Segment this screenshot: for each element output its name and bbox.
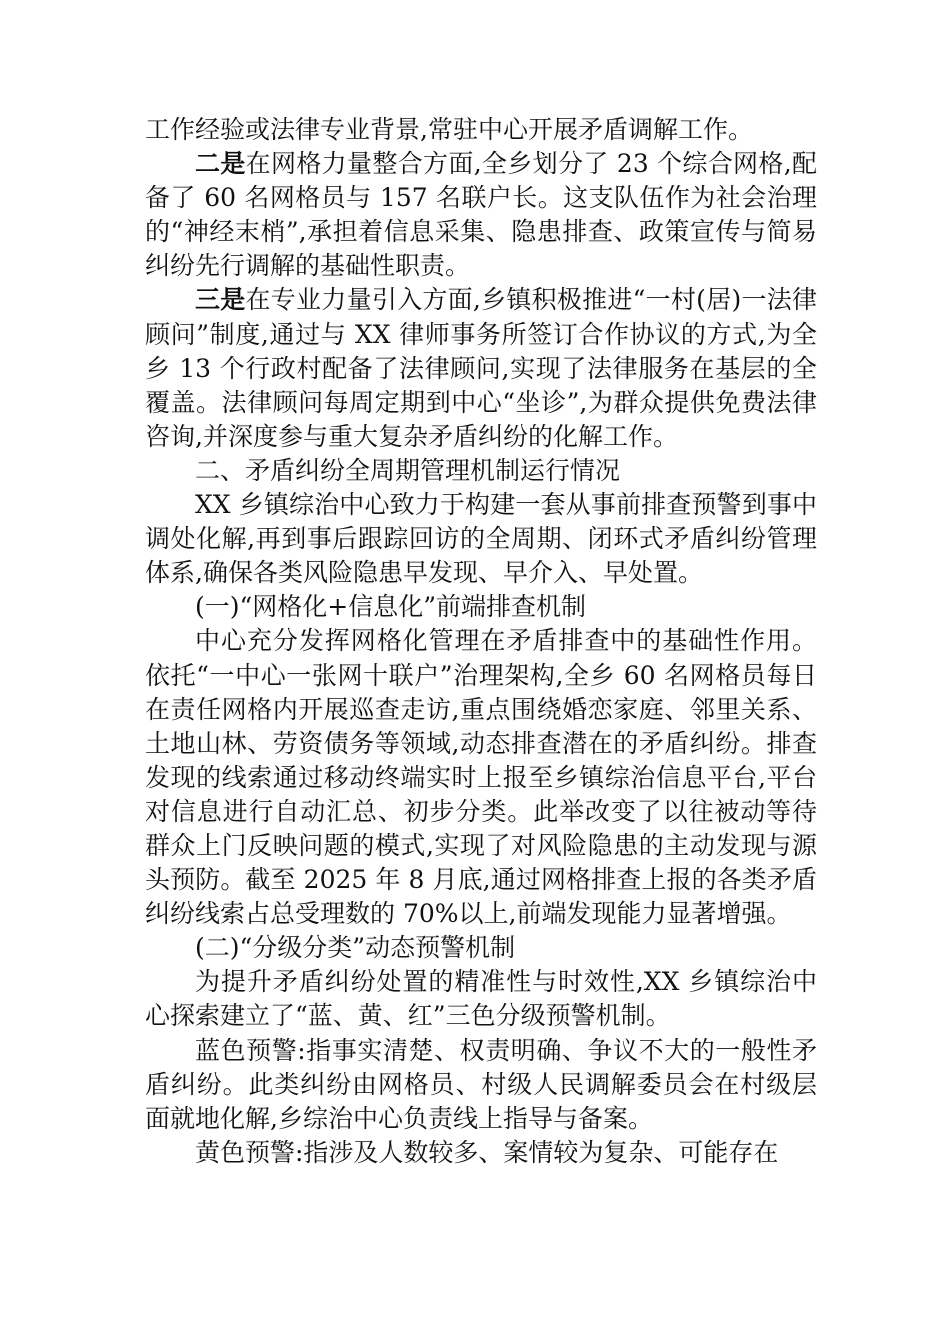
heading-text: (二)“分级分类”动态预警机制 [195,933,516,963]
subsection-1-paragraph [145,624,817,931]
section-intro-paragraph [145,488,817,590]
subsection-heading-1 [145,590,817,624]
paragraph-text: 蓝色预警:指事实清楚、权责明确、争议不大的一般性矛盾纠纷。此类纠纷由网格员、村级人民调解委员会在村级层面就地化解,乡综治中心负责线上指导与备案。 [145,1035,817,1133]
professional-force-paragraph [145,283,817,453]
yellow-warning-paragraph [145,1136,817,1170]
paragraph-text: 中心充分发挥网格化管理在矛盾排查中的基础性作用。依托“一中心一张网十联户”治理架构,全乡 60 名网格员每日在责任网格内开展巡查走访,重点围绕婚恋家庭、邻里关系、土地山林、劳资债务等领域,动态排查潜在的矛盾纠纷。排查发现的线索通过移动终端实时上报至乡镇综治信息平台,平台对信息进行自动汇总、初步分类。此举改变了以往被动等待群众上门反映问题的模式,实现了对风险隐患的主动发现与源头预防。截至 2025 年 8 月底,通过网格排查上报的各类矛盾纠纷线索占总受理数的 70%以上,前端发现能力显著增强。 [145,626,817,929]
blue-warning-paragraph [145,1034,817,1136]
subsection-heading-2 [145,931,817,965]
paragraph-lead: 三是 [195,285,246,315]
paragraph-lead: 二是 [195,149,246,179]
grid-force-paragraph [145,147,817,283]
document-body [145,113,817,1170]
heading-text: 二、矛盾纠纷全周期管理机制运行情况 [195,455,621,485]
paragraph-text: 黄色预警:指涉及人数较多、案情较为复杂、可能存在 [195,1137,779,1167]
subsection-2-intro-paragraph [145,965,817,1033]
continuation-paragraph [145,113,817,147]
section-heading [145,454,817,488]
heading-text: (一)“网格化+信息化”前端排查机制 [195,592,587,622]
paragraph-text: 在网格力量整合方面,全乡划分了 23 个综合网格,配备了 60 名网格员与 157 名联户长。这支队伍作为社会治理的“神经末梢”,承担着信息采集、隐患排查、政策宣传与简易纠纷先行调解的基础性职责。 [145,149,817,281]
paragraph-text: 工作经验或法律专业背景,常驻中心开展矛盾调解工作。 [145,115,753,144]
paragraph-text: XX 乡镇综治中心致力于构建一套从事前排查预警到事中调处化解,再到事后跟踪回访的全周期、闭环式矛盾纠纷管理体系,确保各类风险隐患早发现、早介入、早处置。 [145,490,817,588]
paragraph-text: 为提升矛盾纠纷处置的精准性与时效性,XX 乡镇综治中心探索建立了“蓝、黄、红”三色分级预警机制。 [145,967,817,1031]
paragraph-text: 在专业力量引入方面,乡镇积极推进“一村(居)一法律顾问”制度,通过与 XX 律师事务所签订合作协议的方式,为全乡 13 个行政村配备了法律顾问,实现了法律服务在基层的全覆盖。法律顾问每周定期到中心“坐诊”,为群众提供免费法律咨询,并深度参与重大复杂矛盾纠纷的化解工作。 [145,285,817,451]
